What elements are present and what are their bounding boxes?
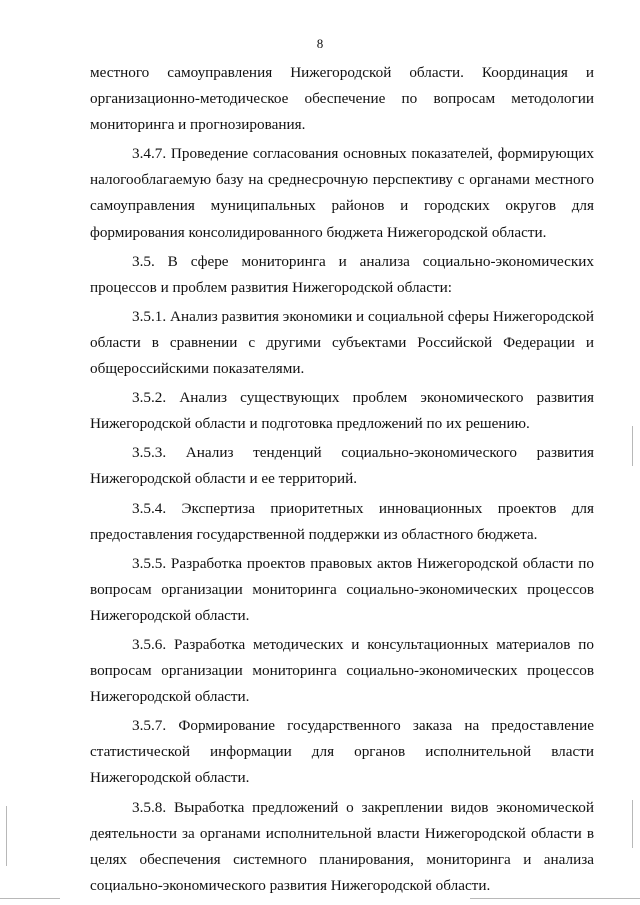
scan-artifact-right-bottom	[632, 800, 633, 848]
document-body	[90, 60, 594, 902]
paragraph-3-5-4: 3.5.4. Экспертиза приоритетных инновационных проектов для предоставления государственной поддержки из областного бюджета.	[90, 499, 594, 543]
paragraph-3-5-7: 3.5.7. Формирование государственного заказа на предоставление статистической информации для органов исполнительной власти Нижегородской области.	[90, 717, 594, 787]
scan-artifact-right-top	[632, 426, 633, 466]
paragraph-3-5-6: 3.5.6. Разработка методических и консультационных материалов по вопросам организации мониторинга социально-экономических процессов Нижегородской области.	[90, 635, 594, 706]
paragraph-3-5-3: 3.5.3. Анализ тенденций социально-экономического развития Нижегородской области и ее территорий.	[90, 444, 594, 488]
page-number: 8	[316, 36, 324, 51]
paragraph-3-5-2: 3.5.2. Анализ существующих проблем экономического развития Нижегородской области и подготовка предложений по их решению.	[90, 389, 594, 433]
scan-artifact-bottom-right	[470, 898, 640, 899]
paragraph-3-5-8: 3.5.8. Выработка предложений о закреплении видов экономической деятельности за органами исполнительной власти Нижегородской области в целях обеспечения системного планирования, мониторинга и анализа социально-экономического развития Нижегородской области.	[90, 798, 594, 894]
paragraph-3-4-7: 3.4.7. Проведение согласования основных показателей, формирующих налогооблагаемую базу на среднесрочную перспективу с органами местного самоуправления муниципальных районов и городских округов для формирования консолидированного бюджета Нижегородской области.	[90, 145, 594, 241]
paragraph-3-5-1: 3.5.1. Анализ развития экономики и социальной сферы Нижегородской области в сравнении с другими субъектами Российской Федерации и общероссийскими показателями.	[90, 307, 594, 378]
paragraph-continuation: местного самоуправления Нижегородской области. Координация и организационно-методическое обеспечение по вопросам методологии мониторинга и прогнозирования.	[90, 64, 594, 134]
paragraph-3-5: 3.5. В сфере мониторинга и анализа социально-экономических процессов и проблем развития Нижегородской области:	[90, 252, 594, 296]
paragraph-3-5-5: 3.5.5. Разработка проектов правовых актов Нижегородской области по вопросам организации мониторинга социально-экономических процессов Нижегородской области.	[90, 554, 594, 624]
scan-artifact-left	[6, 806, 7, 866]
scan-artifact-bottom-left	[0, 898, 60, 899]
